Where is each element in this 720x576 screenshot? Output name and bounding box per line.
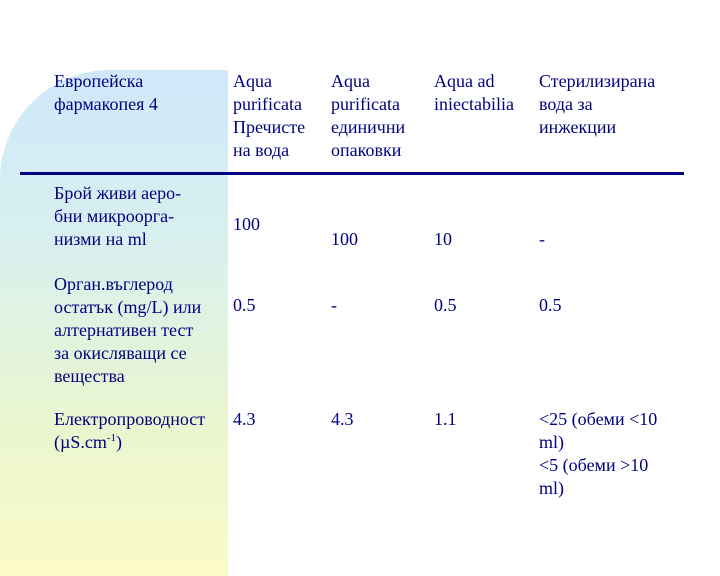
row-label-conductivity xyxy=(54,408,205,454)
cell-value: 10 xyxy=(434,229,452,249)
header-divider xyxy=(20,172,684,175)
header-pharmacopoeia: Европейска фармакопея 4 xyxy=(54,71,158,114)
cell-value: 100 xyxy=(233,214,260,234)
cell-value: 100 xyxy=(331,229,358,249)
cell-value: 4.3 xyxy=(331,409,354,429)
cell-value: 0.5 xyxy=(434,295,457,315)
cell-value: - xyxy=(539,229,545,249)
row-label-organic-carbon: Орган.въглерод остатък (mg/L) или алтернативен тест за окисляващи се вещества xyxy=(54,274,202,386)
cell-value: 4.3 xyxy=(233,409,256,429)
row-label-microorganisms: Брой живи аеро- бни микроорга- низми на ml xyxy=(54,183,182,249)
header-aqua-purificata: Aqua purificata Пречисте на вода xyxy=(233,71,306,160)
row-label-conductivity-exponent: -1 xyxy=(106,432,117,444)
cell-value: 1.1 xyxy=(434,409,457,429)
row-label-conductivity-main: Електропроводност xyxy=(54,409,206,429)
cell-value-volume-limits: <25 (обеми <10 ml) <5 (обеми >10 ml) xyxy=(539,409,658,498)
row-label-conductivity-close: ) xyxy=(116,432,123,452)
header-aqua-ad-iniectabilia: Aqua ad iniectabilia xyxy=(434,71,514,114)
header-sterile-water: Стерилизирана вода за инжекции xyxy=(539,71,656,137)
cell-value: 0.5 xyxy=(539,295,562,315)
cell-value: 0.5 xyxy=(233,295,256,315)
header-aqua-purificata-units: Aqua purificata единични опаковки xyxy=(331,71,406,160)
row-label-conductivity-unit: (µS.cm xyxy=(54,432,107,452)
cell-value: - xyxy=(331,295,337,315)
